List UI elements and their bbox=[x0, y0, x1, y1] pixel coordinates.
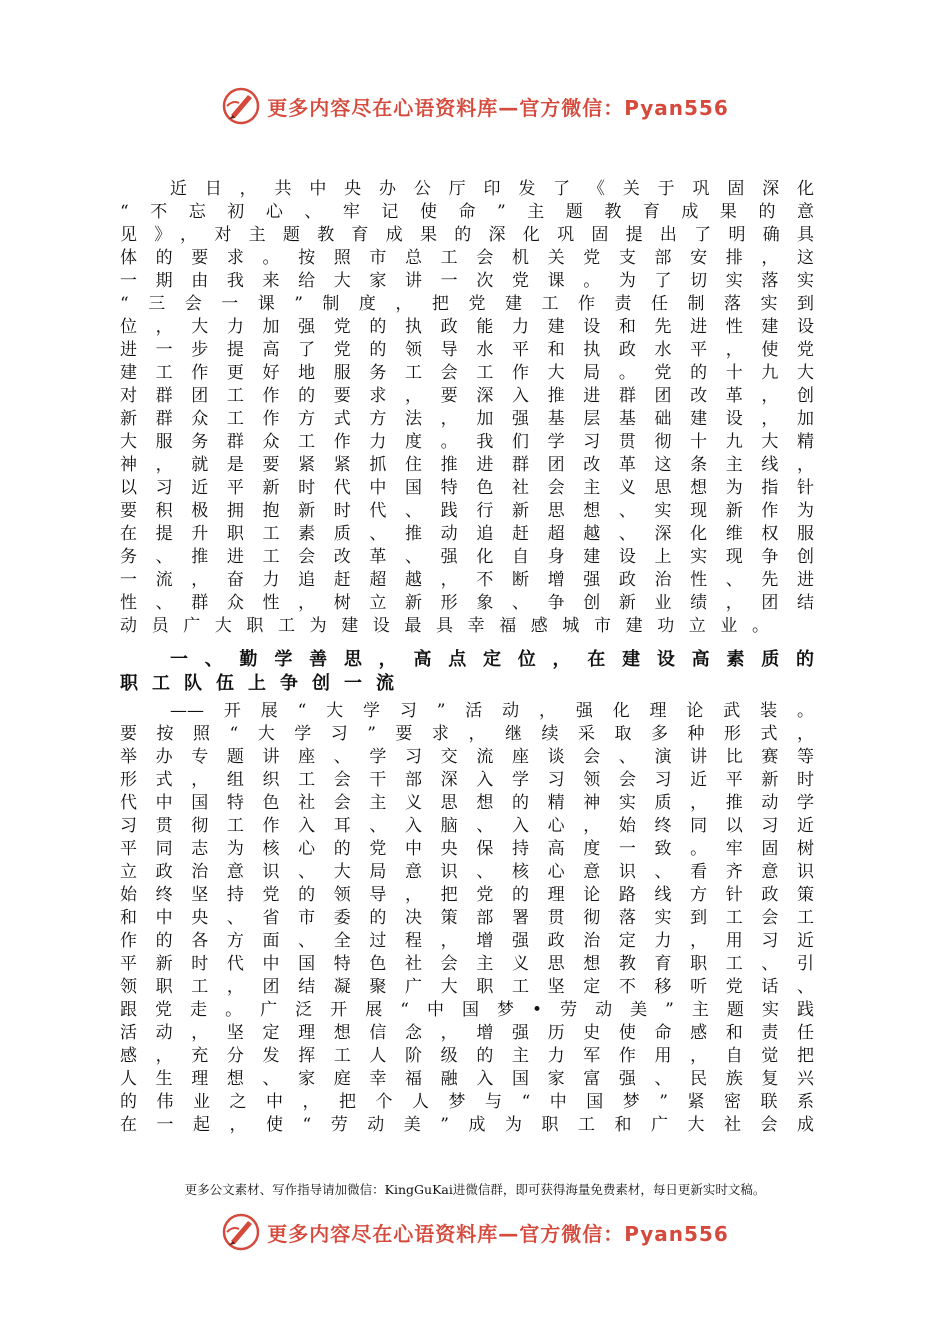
text-line: 平同志为核心的党中央保持高度一致。牢固树 bbox=[120, 839, 814, 859]
section-heading-1: 一、勤学善思，高点定位，在建设高素质的 bbox=[170, 649, 814, 670]
document-body bbox=[120, 178, 814, 1137]
text-line: 位，大力加强党的执政能力建设和先进性建设 bbox=[120, 317, 814, 337]
section-heading-1-continued: 职工队伍上争创一流 bbox=[120, 673, 408, 694]
text-line: 感，充分发挥工人阶级的主力军作用，自觉把 bbox=[120, 1046, 814, 1066]
text-line: 性、群众性，树立新形象、争创新业绩，团结 bbox=[120, 593, 814, 613]
text-line: 领职工，团结凝聚广大职工坚定不移听党话、 bbox=[120, 977, 814, 997]
top-watermark-banner bbox=[0, 86, 950, 126]
text-line: 平新时代中国特色社会主义思想教育职工、引 bbox=[120, 954, 814, 974]
text-line: 代中国特色社会主义思想的精神实质，推动学 bbox=[120, 793, 814, 813]
text-line: 对群团工作的要求，要深入推进群团改革，创 bbox=[120, 386, 814, 406]
pen-seal-logo-icon bbox=[221, 86, 261, 126]
text-line: 在提升职工素质、推动追赶超越、深化维权服 bbox=[120, 524, 814, 544]
text-line: 新群众工作方式方法，加强基层基础建设，加 bbox=[120, 409, 814, 429]
text-line: 作的各方面、全过程，增强政治定力，用习近 bbox=[120, 931, 814, 951]
text-line: 见》，对主题教育成果的深化巩固提出了明确具 bbox=[120, 225, 814, 245]
watermark-text: 更多内容尽在心语资料库—官方微信：Pyan556 bbox=[267, 1221, 729, 1246]
footer-note: 更多公文素材、写作指导请加微信：KingGuKai进微信群，即可获得海量免费素材，每日更新实时文稿。 bbox=[184, 1182, 766, 1197]
text-line: 进一步提高了党的领导水平和执政水平，使党 bbox=[120, 340, 814, 360]
text-line: 要按照“大学习”要求，继续采取多种形式， bbox=[120, 724, 814, 744]
text-line: 神，就是要紧紧抓住推进群团改革这条主线， bbox=[120, 455, 814, 475]
text-line: 和中央、省市委的决策部署贯彻落实到工会工 bbox=[120, 908, 814, 928]
text-line: 形式，组织工会干部深入学习领会习近平新时 bbox=[120, 770, 814, 790]
text-line: 以习近平新时代中国特色社会主义思想为指针 bbox=[120, 478, 814, 498]
text-line: 习贯彻工作入耳、入脑、入心，始终同以习近 bbox=[120, 816, 814, 836]
text-line: 建工作更好地服务工会工作大局。党的十九大 bbox=[120, 363, 814, 383]
text-line: ——开展“大学习”活动，强化理论武装。 bbox=[170, 701, 814, 721]
text-line: 举办专题讲座、学习交流座谈会、演讲比赛等 bbox=[120, 747, 814, 767]
text-line: 一流，奋力追赶超越，不断增强政治性、先进 bbox=[120, 570, 814, 590]
pen-seal-logo-icon bbox=[221, 1212, 261, 1252]
watermark-text: 更多内容尽在心语资料库—官方微信：Pyan556 bbox=[267, 95, 729, 120]
text-line: 在一起，使“劳动美”成为职工和广大社会成 bbox=[120, 1115, 814, 1135]
text-line: 活动，坚定理想信念，增强历史使命感和责任 bbox=[120, 1023, 814, 1043]
text-line: 一期由我来给大家讲一次党课。为了切实落实 bbox=[120, 271, 814, 291]
text-line: 始终坚持党的领导，把党的理论路线方针政策 bbox=[120, 885, 814, 905]
text-line: 立政治意识、大局意识、核心意识、看齐意识 bbox=[120, 862, 814, 882]
text-line: “三会一课”制度，把党建工作责任制落实到 bbox=[120, 294, 814, 314]
text-line: 体的要求。按照市总工会机关党支部安排，这 bbox=[120, 248, 814, 268]
text-line: 务、推进工会改革、强化自身建设上实现争创 bbox=[120, 547, 814, 567]
text-line: 大服务群众工作力度。我们学习贯彻十九大精 bbox=[120, 432, 814, 452]
bottom-watermark-banner bbox=[0, 1212, 950, 1252]
text-line: 人生理想、家庭幸福融入国家富强、民族复兴 bbox=[120, 1069, 814, 1089]
paragraph-intro bbox=[120, 178, 814, 638]
text-line: 的伟业之中，把个人梦与“中国梦”紧密联系 bbox=[120, 1092, 814, 1112]
paragraph-section-1 bbox=[120, 700, 814, 1137]
text-line: 要积极拥抱新时代、践行新思想、实现新作为 bbox=[120, 501, 814, 521]
text-line: “不忘初心、牢记使命”主题教育成果的意 bbox=[120, 202, 814, 222]
text-line: 动员广大职工为建设最具幸福感城市建功立业。 bbox=[120, 616, 784, 636]
text-line: 近日，共中央办公厅印发了《关于巩固深化 bbox=[170, 179, 814, 199]
text-line: 跟党走。广泛开展“中国梦•劳动美”主题实践 bbox=[120, 1000, 814, 1020]
